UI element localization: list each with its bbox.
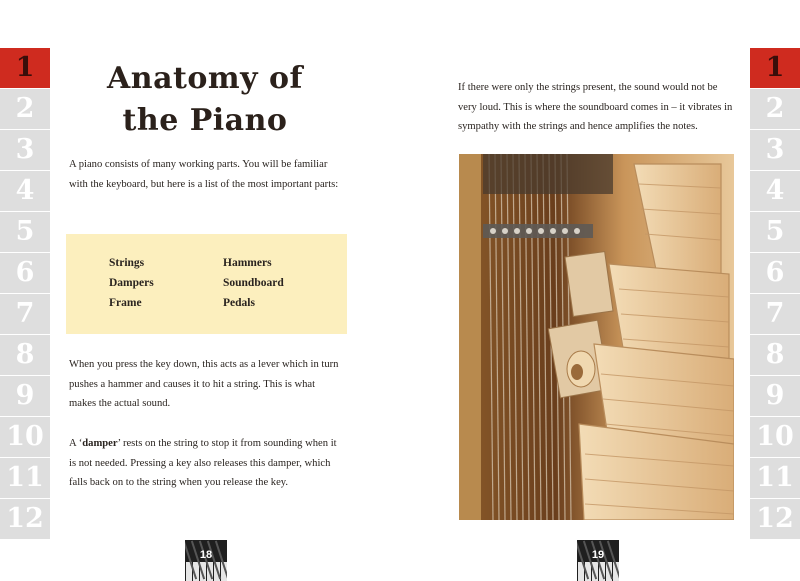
page-title-line-2: the Piano bbox=[122, 103, 288, 138]
part-frame: Frame bbox=[109, 297, 142, 309]
page-title-line-1: Anatomy of bbox=[107, 61, 303, 96]
damper-term: damper bbox=[82, 438, 118, 449]
chapter-tab-11[interactable]: 11 bbox=[750, 458, 800, 498]
chapter-tab-7[interactable]: 7 bbox=[0, 294, 50, 334]
chapter-tabs-left bbox=[0, 48, 50, 540]
chapter-tab-8[interactable]: 8 bbox=[0, 335, 50, 375]
part-pedals: Pedals bbox=[223, 297, 255, 309]
soundboard-paragraph: If there were only the strings present, the sound would not be very loud. This is where the soundboard comes in – it vibrates in sympathy with the strings and hence amplifies the notes. bbox=[458, 82, 733, 132]
chapter-tab-5[interactable]: 5 bbox=[0, 212, 50, 252]
lever-paragraph: When you press the key down, this acts as a lever which in turn pushes a hammer and causes it to hit a string. This is what makes the actual sound. bbox=[69, 359, 339, 409]
page-number-right-label: 19 bbox=[591, 549, 605, 561]
part-strings: Strings bbox=[109, 257, 145, 269]
chapter-tab-1[interactable]: 1 bbox=[0, 48, 50, 88]
damper-paragraph: A ‘damper’ rests on the string to stop it from sounding when it is not needed. Pressing a key also releases this damper, which falls back on to the string when you release the key. bbox=[69, 438, 337, 488]
chapter-tab-8[interactable]: 8 bbox=[750, 335, 800, 375]
chapter-tab-3[interactable]: 3 bbox=[0, 130, 50, 170]
intro-paragraph: A piano consists of many working parts. You will be familiar with the keyboard, but here is a list of the most important parts: bbox=[69, 159, 339, 190]
chapter-tab-6[interactable]: 6 bbox=[750, 253, 800, 293]
chapter-tab-10[interactable]: 10 bbox=[750, 417, 800, 457]
page-title bbox=[60, 58, 350, 142]
chapter-tab-2[interactable]: 2 bbox=[750, 89, 800, 129]
chapter-tabs-right bbox=[750, 48, 800, 540]
chapter-tab-9[interactable]: 9 bbox=[0, 376, 50, 416]
chapter-tab-10[interactable]: 10 bbox=[0, 417, 50, 457]
chapter-tab-5[interactable]: 5 bbox=[750, 212, 800, 252]
chapter-tab-12[interactable]: 12 bbox=[750, 499, 800, 539]
chapter-tab-11[interactable]: 11 bbox=[0, 458, 50, 498]
chapter-tab-4[interactable]: 4 bbox=[0, 171, 50, 211]
part-dampers: Dampers bbox=[109, 277, 154, 289]
chapter-tab-6[interactable]: 6 bbox=[0, 253, 50, 293]
chapter-tab-1[interactable]: 1 bbox=[750, 48, 800, 88]
chapter-tab-9[interactable]: 9 bbox=[750, 376, 800, 416]
chapter-tab-4[interactable]: 4 bbox=[750, 171, 800, 211]
page-number-left-label: 18 bbox=[199, 549, 213, 561]
part-hammers: Hammers bbox=[223, 257, 272, 269]
parts-list bbox=[109, 255, 337, 311]
part-soundboard: Soundboard bbox=[223, 277, 284, 289]
chapter-tab-12[interactable]: 12 bbox=[0, 499, 50, 539]
piano-action-photo bbox=[459, 154, 734, 520]
chapter-tab-2[interactable]: 2 bbox=[0, 89, 50, 129]
chapter-tab-7[interactable]: 7 bbox=[750, 294, 800, 334]
page-number-right bbox=[577, 540, 619, 581]
page-number-left bbox=[185, 540, 227, 581]
chapter-tab-3[interactable]: 3 bbox=[750, 130, 800, 170]
parts-list-box bbox=[66, 234, 347, 334]
